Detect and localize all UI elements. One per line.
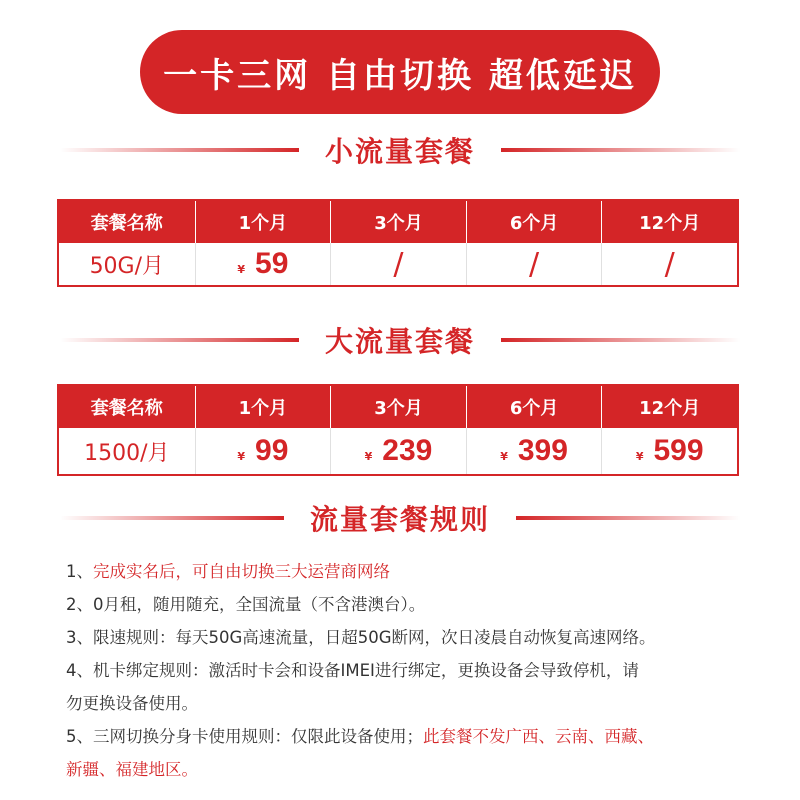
table-row — [59, 428, 737, 474]
rule-item-4-line-2: 勿更换设备使用。 — [66, 694, 198, 713]
plan-name: 50G/月 — [89, 253, 165, 279]
price-amount: 399 — [517, 434, 568, 467]
divider-left — [60, 338, 299, 342]
section-title-text: 大流量套餐 — [325, 325, 476, 358]
price-cell-3-months — [330, 428, 466, 474]
header-cell-name: 套餐名称 — [90, 213, 163, 234]
rule-item-5-line-2 — [66, 753, 746, 786]
table-header-row — [59, 201, 737, 243]
table-header-row — [59, 386, 737, 428]
section-title-large-plan — [60, 318, 740, 362]
divider-right — [501, 338, 740, 342]
header-cell-12-months: 12个月 — [601, 201, 737, 243]
headline-banner — [140, 30, 660, 114]
rule-item-5 — [66, 720, 746, 753]
price-amount: 59 — [255, 247, 289, 280]
header-cell-1-month: 1个月 — [195, 386, 331, 428]
divider-left — [60, 148, 299, 152]
large-plan-table — [57, 384, 739, 476]
header-cell-3-months: 3个月 — [330, 201, 466, 243]
price-cell-1-month — [195, 243, 331, 285]
section-title-text: 小流量套餐 — [325, 135, 476, 168]
header-cell-6-months: 6个月 — [466, 386, 602, 428]
header-cell-1-month: 1个月 — [195, 201, 331, 243]
header-cell-6-months: 6个月 — [466, 201, 602, 243]
plan-name: 1500/月 — [84, 440, 170, 466]
divider-left — [60, 516, 284, 520]
header-cell-3-months: 3个月 — [330, 386, 466, 428]
rule-highlight: 此套餐不发广西、云南、西藏、 — [423, 727, 654, 746]
currency-symbol: ¥ — [635, 450, 644, 463]
price — [636, 434, 704, 468]
price-cell-1-month — [195, 428, 331, 474]
table-row — [59, 243, 737, 285]
header-cell-name: 套餐名称 — [90, 398, 163, 419]
currency-symbol: ¥ — [237, 263, 246, 276]
rule-item-4-line-1: 4、机卡绑定规则：激活时卡会和设备IMEI进行绑定，更换设备会导致停机，请 — [66, 661, 639, 680]
price-cell-12-months — [601, 243, 737, 285]
rule-highlight: 新疆、福建地区。 — [66, 760, 198, 779]
price — [365, 434, 433, 468]
price-cell-6-months — [466, 243, 602, 285]
price — [500, 434, 568, 468]
price-cell-3-months — [330, 243, 466, 285]
unavailable-mark: / — [529, 246, 540, 282]
header-cell-12-months: 12个月 — [601, 386, 737, 428]
rule-item-1 — [66, 555, 746, 588]
divider-right — [501, 148, 740, 152]
price-cell-6-months — [466, 428, 602, 474]
price-amount: 239 — [382, 434, 433, 467]
section-title-text: 流量套餐规则 — [310, 503, 491, 536]
rule-highlight: 完成实名后，可自由切换三大运营商网络 — [93, 562, 390, 581]
rule-item-3: 3、限速规则：每天50G高速流量，日超50G断网，次日凌晨自动恢复高速网络。 — [66, 628, 656, 647]
unavailable-mark: / — [664, 246, 675, 282]
small-plan-table — [57, 199, 739, 287]
price-cell-12-months — [601, 428, 737, 474]
currency-symbol: ¥ — [237, 450, 246, 463]
rule-number: 1、 — [66, 562, 93, 581]
currency-symbol: ¥ — [364, 450, 373, 463]
price — [237, 247, 288, 281]
rule-item-2: 2、0月租，随用随充，全国流量（不含港澳台）。 — [66, 595, 426, 614]
price-amount: 99 — [255, 434, 289, 467]
section-title-small-plan — [60, 128, 740, 172]
unavailable-mark: / — [393, 246, 404, 282]
rule-text: 5、三网切换分身卡使用规则：仅限此设备使用； — [66, 727, 423, 746]
currency-symbol: ¥ — [500, 450, 508, 463]
price — [237, 434, 288, 468]
section-title-rules — [60, 496, 740, 540]
price-amount: 599 — [653, 434, 704, 467]
divider-right — [516, 516, 740, 520]
headline-text: 一卡三网 自由切换 超低延迟 — [163, 55, 637, 96]
rules-list — [66, 555, 746, 786]
